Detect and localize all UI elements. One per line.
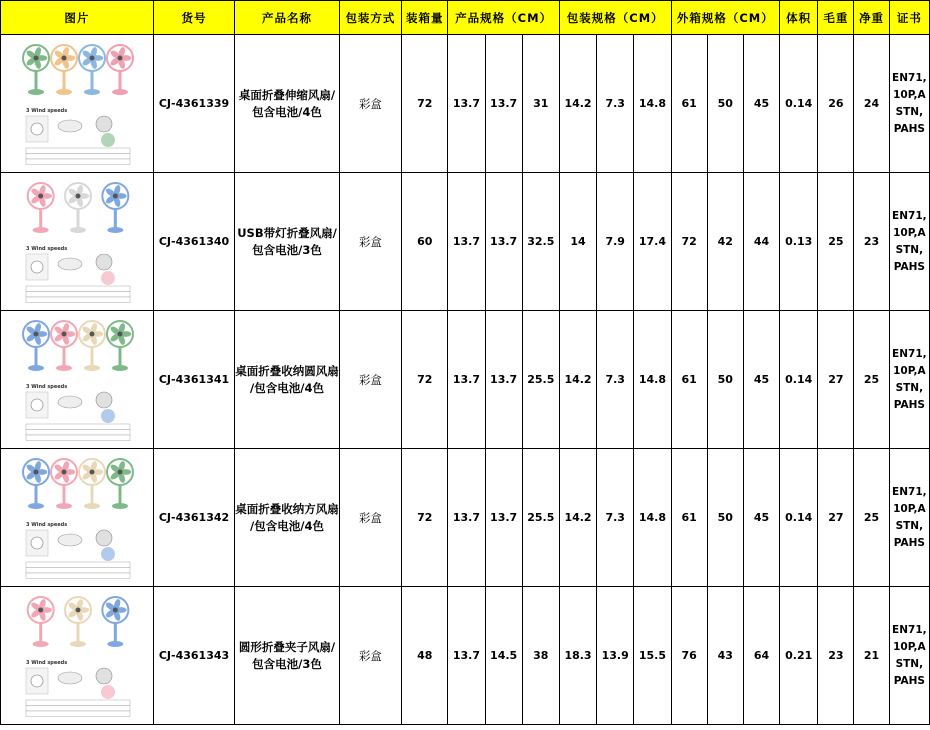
product-name-line: 桌面折叠收纳方风扇 <box>235 501 339 516</box>
col-header-product-size: 产品规格（CM） <box>448 1 560 35</box>
info-line <box>26 429 130 435</box>
col-header-net-weight: 净重 <box>854 1 889 35</box>
product-name-cell <box>235 35 340 173</box>
sku-cell: CJ-4361341 <box>153 311 234 449</box>
fan-hub <box>38 193 43 198</box>
detail-switch-icon <box>96 530 112 546</box>
product-image <box>12 454 142 582</box>
package-size-height-cell: 17.4 <box>634 173 671 311</box>
cert-line: EN71, <box>892 485 927 498</box>
fan-hub <box>117 469 122 474</box>
detail-battery-icon <box>58 534 82 546</box>
cert-line: EN71, <box>892 347 927 360</box>
fan-base <box>28 503 44 509</box>
cert-cell <box>889 35 929 173</box>
cert-line: STN, <box>895 519 924 532</box>
detail-fan-icon <box>31 123 43 135</box>
detail-switch-icon <box>96 116 112 132</box>
fan-stand <box>114 621 117 643</box>
product-size-length-cell: 13.7 <box>448 587 485 725</box>
product-name-cell <box>235 311 340 449</box>
carton-size-width-cell: 50 <box>707 35 743 173</box>
fan-base <box>112 365 128 371</box>
volume-cell: 0.13 <box>780 173 818 311</box>
product-name-line: 桌面折叠收纳圆风扇 <box>235 363 339 378</box>
image-caption: 3 Wind speeds <box>25 383 68 390</box>
fan-stand <box>90 483 93 505</box>
fan-base <box>84 365 100 371</box>
packing-cell: 彩盒 <box>339 311 401 449</box>
fan-stand <box>76 207 79 229</box>
info-line <box>26 159 130 165</box>
col-header-cert: 证书 <box>889 1 929 35</box>
fan-hub <box>33 331 38 336</box>
fan-base <box>33 227 49 233</box>
header-row <box>1 1 930 35</box>
cert-line: 10P,A <box>893 88 926 101</box>
detail-color-icon <box>101 409 115 423</box>
info-line <box>26 286 130 292</box>
product-size-height-cell: 32.5 <box>522 173 559 311</box>
volume-cell: 0.14 <box>780 35 818 173</box>
fan-base <box>84 503 100 509</box>
sku-cell: CJ-4361342 <box>153 449 234 587</box>
package-size-width-cell: 7.3 <box>597 449 634 587</box>
qty-cell: 60 <box>402 173 448 311</box>
fan-hub <box>89 331 94 336</box>
detail-battery-icon <box>58 258 82 270</box>
col-header-packing: 包装方式 <box>339 1 401 35</box>
package-size-width-cell: 7.9 <box>597 173 634 311</box>
detail-color-icon <box>101 271 115 285</box>
fan-stand <box>90 345 93 367</box>
net-weight-cell: 21 <box>854 587 889 725</box>
cert-line: EN71, <box>892 623 927 636</box>
qty-cell: 72 <box>402 35 448 173</box>
detail-fan-icon <box>31 399 43 411</box>
fan-stand <box>34 345 37 367</box>
product-size-height-cell: 31 <box>522 35 559 173</box>
product-size-length-cell: 13.7 <box>448 311 485 449</box>
fan-hub <box>89 469 94 474</box>
package-size-length-cell: 14 <box>559 173 596 311</box>
carton-size-height-cell: 64 <box>743 587 779 725</box>
fan-base <box>33 641 49 647</box>
fan-hub <box>75 193 80 198</box>
cert-line: PAHS <box>893 674 925 687</box>
product-image-cell <box>1 173 154 311</box>
package-size-height-cell: 14.8 <box>634 311 671 449</box>
package-size-length-cell: 14.2 <box>559 35 596 173</box>
fan-hub <box>117 55 122 60</box>
fan-stand <box>118 69 121 91</box>
info-line <box>26 705 130 711</box>
fan-base <box>112 89 128 95</box>
product-size-width-cell: 13.7 <box>485 173 522 311</box>
fan-base <box>28 89 44 95</box>
col-header-gross-weight: 毛重 <box>818 1 854 35</box>
info-line <box>26 297 130 303</box>
detail-fan-icon <box>31 261 43 273</box>
image-caption: 3 Wind speeds <box>25 245 68 252</box>
qty-cell: 72 <box>402 449 448 587</box>
cert-line: PAHS <box>893 536 925 549</box>
info-line <box>26 435 130 441</box>
product-image-cell <box>1 311 154 449</box>
product-size-length-cell: 13.7 <box>448 449 485 587</box>
fan-stand <box>34 69 37 91</box>
product-image <box>12 316 142 444</box>
cert-line: 10P,A <box>893 364 926 377</box>
carton-size-length-cell: 61 <box>671 311 707 449</box>
image-caption: 3 Wind speeds <box>25 521 68 528</box>
fan-base <box>84 89 100 95</box>
detail-battery-icon <box>58 396 82 408</box>
cert-cell <box>889 449 929 587</box>
detail-color-icon <box>101 685 115 699</box>
fan-hub <box>61 331 66 336</box>
info-line <box>26 573 130 579</box>
col-header-name: 产品名称 <box>235 1 340 35</box>
packing-cell: 彩盒 <box>339 173 401 311</box>
detail-battery-icon <box>58 672 82 684</box>
carton-size-length-cell: 61 <box>671 35 707 173</box>
info-line <box>26 562 130 568</box>
cert-cell <box>889 173 929 311</box>
carton-size-height-cell: 45 <box>743 449 779 587</box>
col-header-carton-size: 外箱规格（CM） <box>671 1 780 35</box>
net-weight-cell: 25 <box>854 311 889 449</box>
package-size-width-cell: 7.3 <box>597 35 634 173</box>
carton-size-height-cell: 44 <box>743 173 779 311</box>
fan-base <box>56 503 72 509</box>
product-name-line: 包含电池/4色 <box>252 104 322 119</box>
sku-cell: CJ-4361343 <box>153 587 234 725</box>
fan-stand <box>39 621 42 643</box>
package-size-width-cell: 7.3 <box>597 311 634 449</box>
detail-fan-icon <box>31 537 43 549</box>
gross-weight-cell: 27 <box>818 311 854 449</box>
product-image <box>12 40 142 168</box>
cert-line: STN, <box>895 657 924 670</box>
product-image <box>12 178 142 306</box>
fan-hub <box>75 607 80 612</box>
fan-hub <box>113 607 118 612</box>
image-caption: 3 Wind speeds <box>25 107 68 114</box>
package-size-length-cell: 18.3 <box>559 587 596 725</box>
package-size-length-cell: 14.2 <box>559 449 596 587</box>
sku-cell: CJ-4361340 <box>153 173 234 311</box>
carton-size-width-cell: 50 <box>707 449 743 587</box>
fan-hub <box>61 55 66 60</box>
package-size-length-cell: 14.2 <box>559 311 596 449</box>
col-header-image: 图片 <box>1 1 154 35</box>
fan-hub <box>117 331 122 336</box>
fan-hub <box>33 55 38 60</box>
table-row <box>1 587 930 725</box>
packing-cell: 彩盒 <box>339 449 401 587</box>
carton-size-length-cell: 61 <box>671 449 707 587</box>
fan-stand <box>118 345 121 367</box>
fan-stand <box>62 69 65 91</box>
fan-hub <box>89 55 94 60</box>
product-name-line: USB带灯折叠风扇/ <box>237 225 337 240</box>
product-size-width-cell: 13.7 <box>485 311 522 449</box>
volume-cell: 0.21 <box>780 587 818 725</box>
col-header-qty: 装箱量 <box>402 1 448 35</box>
product-name-line: /包含电池/4色 <box>250 518 324 533</box>
cert-line: PAHS <box>893 260 925 273</box>
product-image-cell <box>1 35 154 173</box>
fan-base <box>112 503 128 509</box>
qty-cell: 48 <box>402 587 448 725</box>
sku-cell: CJ-4361339 <box>153 35 234 173</box>
fan-stand <box>34 483 37 505</box>
net-weight-cell: 23 <box>854 173 889 311</box>
fan-stand <box>62 483 65 505</box>
qty-cell: 72 <box>402 311 448 449</box>
cert-line: 10P,A <box>893 502 926 515</box>
gross-weight-cell: 26 <box>818 35 854 173</box>
cert-line: 10P,A <box>893 640 926 653</box>
gross-weight-cell: 25 <box>818 173 854 311</box>
info-line <box>26 700 130 706</box>
product-name-cell <box>235 449 340 587</box>
volume-cell: 0.14 <box>780 449 818 587</box>
product-name-line: /包含电池/4色 <box>250 380 324 395</box>
package-size-height-cell: 14.8 <box>634 35 671 173</box>
gross-weight-cell: 27 <box>818 449 854 587</box>
cert-line: STN, <box>895 243 924 256</box>
cert-line: STN, <box>895 381 924 394</box>
info-line <box>26 153 130 159</box>
col-header-package-size: 包装规格（CM） <box>559 1 671 35</box>
fan-stand <box>62 345 65 367</box>
carton-size-height-cell: 45 <box>743 35 779 173</box>
fan-base <box>107 227 123 233</box>
cert-line: PAHS <box>893 122 925 135</box>
fan-hub <box>113 193 118 198</box>
table-row <box>1 449 930 587</box>
product-image <box>12 592 142 720</box>
packing-cell: 彩盒 <box>339 35 401 173</box>
carton-size-width-cell: 50 <box>707 311 743 449</box>
info-line <box>26 148 130 154</box>
package-size-height-cell: 15.5 <box>634 587 671 725</box>
info-line <box>26 567 130 573</box>
product-size-length-cell: 13.7 <box>448 173 485 311</box>
table-row <box>1 173 930 311</box>
carton-size-length-cell: 76 <box>671 587 707 725</box>
fan-base <box>107 641 123 647</box>
product-image-cell <box>1 449 154 587</box>
col-header-sku: 货号 <box>153 1 234 35</box>
product-image-cell <box>1 587 154 725</box>
gross-weight-cell: 23 <box>818 587 854 725</box>
fan-hub <box>33 469 38 474</box>
product-size-width-cell: 14.5 <box>485 587 522 725</box>
product-size-width-cell: 13.7 <box>485 35 522 173</box>
col-header-volume: 体积 <box>780 1 818 35</box>
product-size-height-cell: 25.5 <box>522 449 559 587</box>
detail-switch-icon <box>96 392 112 408</box>
detail-color-icon <box>101 547 115 561</box>
carton-size-width-cell: 43 <box>707 587 743 725</box>
cert-cell <box>889 587 929 725</box>
info-line <box>26 291 130 297</box>
fan-base <box>28 365 44 371</box>
product-name-cell <box>235 587 340 725</box>
table-row <box>1 311 930 449</box>
package-size-height-cell: 14.8 <box>634 449 671 587</box>
cert-line: STN, <box>895 105 924 118</box>
fan-base <box>70 227 86 233</box>
info-line <box>26 711 130 717</box>
carton-size-width-cell: 42 <box>707 173 743 311</box>
net-weight-cell: 24 <box>854 35 889 173</box>
packing-cell: 彩盒 <box>339 587 401 725</box>
fan-stand <box>76 621 79 643</box>
carton-size-length-cell: 72 <box>671 173 707 311</box>
fan-base <box>70 641 86 647</box>
product-size-height-cell: 25.5 <box>522 311 559 449</box>
volume-cell: 0.14 <box>780 311 818 449</box>
fan-stand <box>90 69 93 91</box>
cert-line: EN71, <box>892 209 927 222</box>
product-name-cell <box>235 173 340 311</box>
product-name-line: 圆形折叠夹子风扇/ <box>238 639 336 654</box>
detail-color-icon <box>101 133 115 147</box>
fan-stand <box>39 207 42 229</box>
fan-base <box>56 89 72 95</box>
product-name-line: 包含电池/3色 <box>252 656 322 671</box>
package-size-width-cell: 13.9 <box>597 587 634 725</box>
cert-cell <box>889 311 929 449</box>
fan-hub <box>38 607 43 612</box>
fan-stand <box>114 207 117 229</box>
table-row <box>1 35 930 173</box>
fan-base <box>56 365 72 371</box>
product-size-height-cell: 38 <box>522 587 559 725</box>
product-name-line: 包含电池/3色 <box>252 242 322 257</box>
product-size-length-cell: 13.7 <box>448 35 485 173</box>
net-weight-cell: 25 <box>854 449 889 587</box>
cert-line: PAHS <box>893 398 925 411</box>
product-name-line: 桌面折叠伸缩风扇/ <box>238 87 336 102</box>
detail-battery-icon <box>58 120 82 132</box>
product-size-width-cell: 13.7 <box>485 449 522 587</box>
detail-switch-icon <box>96 254 112 270</box>
detail-switch-icon <box>96 668 112 684</box>
fan-hub <box>61 469 66 474</box>
carton-size-height-cell: 45 <box>743 311 779 449</box>
detail-fan-icon <box>31 675 43 687</box>
fan-stand <box>118 483 121 505</box>
image-caption: 3 Wind speeds <box>25 659 68 666</box>
cert-line: 10P,A <box>893 226 926 239</box>
info-line <box>26 424 130 430</box>
cert-line: EN71, <box>892 71 927 84</box>
